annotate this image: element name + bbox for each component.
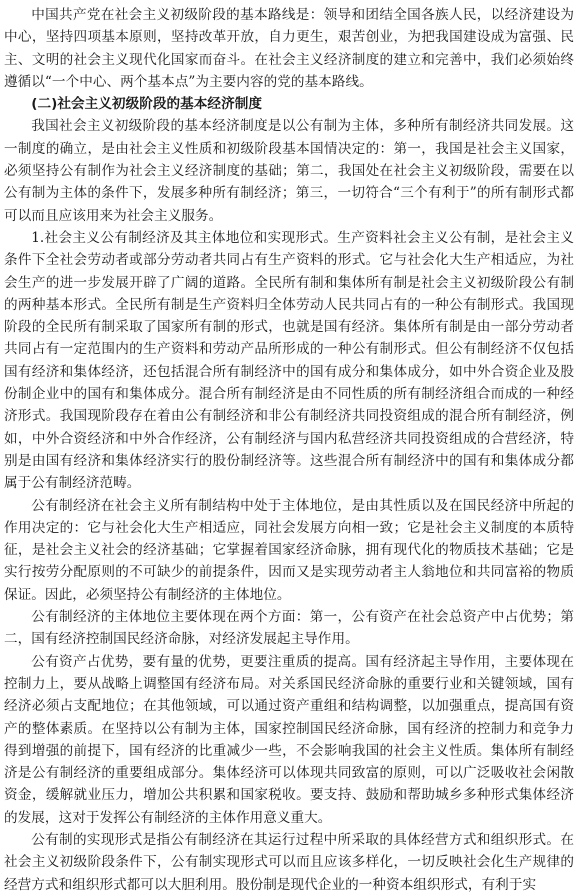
paragraph-realization-forms: 公有制的实现形式是指公有制经济在其运行过程中所采取的具体经营方式和组织形式。在社会主义初级阶段条件下，公有制实现形式可以而且应该多样化，一切反映社会化生产规律的经营方式和组织形式都可以大胆利用。股份制是现代企业的一种资本组织形式，有利于实	[4, 831, 574, 893]
paragraph-dominant-position: 公有制经济在社会主义所有制结构中处于主体地位，是由其性质以及在国民经济中所起的作用决定的：它与社会化大生产相适应，同社会发展方向相一致；它是社会主义制度的本质特征，是社会主义社会的经济基础；它掌握着国家经济命脉，拥有现代化的物质技术基础；它是实行按劳分配原则的不可缺少的前提条件，因而又是实现劳动者主人翁地位和共同富裕的物质保证。因此，必须坚持公有制经济的主体地位。	[4, 497, 574, 603]
paragraph-public-ownership: 1.社会主义公有制经济及其主体地位和实现形式。生产资料社会主义公有制，是社会主义条件下全社会劳动者或部分劳动者共同占有生产资料的形式。它与社会化大生产相适应，为社会生产的进一步发展开辟了广阔的道路。全民所有制和集体所有制是社会主义初级阶段公有制的两种基本形式。全民所有制是生产资料归全体劳动人民共同占有的一种公有制形式。我国现阶段的全民所有制采取了国家所有制的形式，也就是国有经济。集体所有制是由一部分劳动者共同占有一定范围内的生产资料和劳动产品所形成的一种公有制形式。但公有制经济不仅包括国有经济和集体经济，还包括混合所有制经济中的国有成分和集体成分，如中外合资企业及股份制企业中的国有和集体成分。混合所有制经济是由不同性质的所有制经济组合而成的一种经济形式。我国现阶段存在着由公有制经济和非公有制经济共同投资组成的混合所有制经济，例如，中外合资经济和中外合作经济，公有制经济与国内私营经济共同投资组成的合营经济，特别是由国有经济和集体经济实行的股份制经济等。这些混合所有制经济中的国有和集体成分都属于公有制经济范畴。	[4, 229, 574, 492]
section-heading-basic-economic-system: (二)社会主义初级阶段的基本经济制度	[31, 96, 263, 113]
paragraph-public-assets: 公有资产占优势，要有量的优势，更要注重质的提高。国有经济起主导作用，主要体现在控制力上，要从战略上调整国有经济布局。对关系国民经济命脉的重要行业和关键领域，国有经济必须占支配地位；在其他领域，可以通过资产重组和结构调整，以加强重点，提高国有资产的整体素质。在坚持以公有制为主体，国家控制国民经济命脉，国有经济的控制力和竞争力得到增强的前提下，国有经济的比重减少一些，不会影响我国的社会主义性质。集体所有制经济是公有制经济的重要组成部分。集体经济可以体现共同致富的原则，可以广泛吸收社会闲散资金，缓解就业压力，增加公共积累和国家税收。要支持、鼓励和帮助城乡多种形式集体经济的发展，这对于发挥公有制经济的主体作用意义重大。	[4, 653, 574, 826]
paragraph-two-aspects: 公有制经济的主体地位主要体现在两个方面：第一，公有资产在社会总资产中占优势；第二，国有经济控制国民经济命脉，对经济发展起主导作用。	[4, 609, 574, 648]
paragraph-system-establishment: 我国社会主义初级阶段的基本经济制度是以公有制为主体，多种所有制经济共同发展。这一制度的确立，是由社会主义性质和初级阶段基本国情决定的：第一，我国是社会主义国家，必须坚持公有制作为社会主义经济制度的基础；第二，我国处在社会主义初级阶段，需要在以公有制为主体的条件下，发展多种所有制经济；第三，一切符合“三个有利于”的所有制形式都可以而且应该用来为社会主义服务。	[4, 118, 574, 224]
paragraph-basic-line: 中国共产党在社会主义初级阶段的基本路线是：领导和团结全国各族人民，以经济建设为中心，坚持四项基本原则，坚持改革开放，自力更生，艰苦创业，为把我国建设成为富强、民主、文明的社会主义现代化国家而奋斗。在社会主义经济制度的建立和完善中，我们必须始终遵循以“一个中心、两个基本点”为主要内容的党的基本路线。	[4, 7, 574, 90]
